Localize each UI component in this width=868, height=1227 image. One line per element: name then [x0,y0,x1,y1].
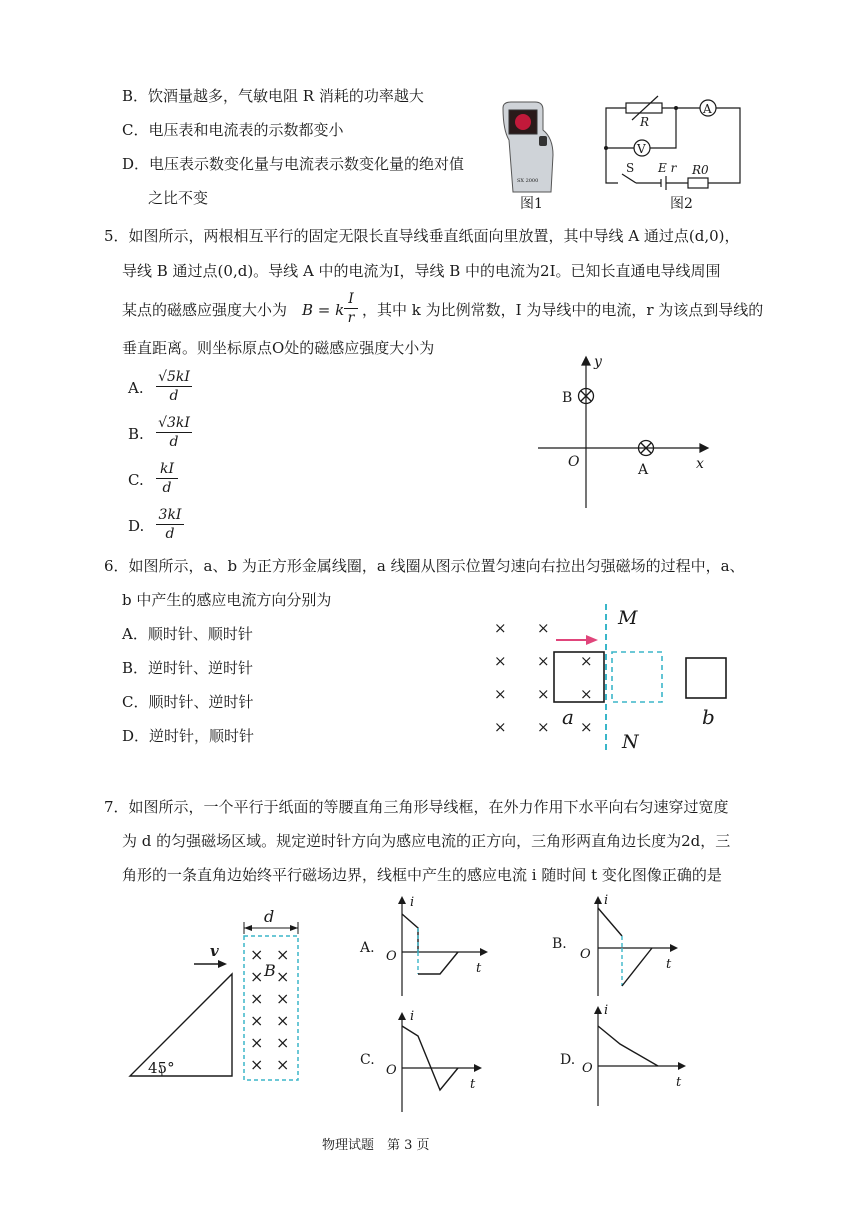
svg-text:×: × [276,1033,290,1052]
svg-text:×: × [276,945,290,964]
svg-text:×: × [250,1055,264,1074]
svg-text:×: × [580,718,593,736]
svg-text:×: × [276,967,290,986]
svg-text:×: × [537,718,550,736]
q5-line3b: ，其中 k 为比例常数，I 为导线中的电流，r 为该点到导线的 [362,301,764,319]
svg-text:t: t [476,961,482,976]
q6-option-b: B．逆时针、逆时针 [122,659,254,677]
q5-option-d: $\frac{3kI}{d}$ [156,506,184,543]
svg-text:×: × [580,685,593,703]
fig2-a: A [703,102,712,116]
q7-d: d [264,907,275,926]
q6-line1: 6．如图所示，a、b 为正方形金属线圈，a 线圈从图示位置匀速向右拉出匀强磁场的过程中，a、 [104,557,745,575]
q6-field-crosses [494,619,593,736]
svg-text:×: × [276,1011,290,1030]
q7-graph-c [356,1006,496,1116]
coil-a-ghost [612,652,662,702]
svg-text:×: × [537,652,550,670]
svg-text:×: × [494,718,507,736]
q5-y-label: y [594,354,602,370]
fig2-er: E r [658,161,677,175]
q6-m-label: M [618,607,638,629]
q7-graph-a [356,892,496,1002]
svg-text:t: t [676,1075,682,1090]
page-footer: 物理试题 第 3 页 [322,1138,430,1153]
q7-graph-d [556,1000,696,1110]
velocity-arrow-icon [218,960,227,968]
fig1-caption: 图1 [520,196,543,212]
svg-text:×: × [494,652,507,670]
svg-text:×: × [276,989,290,1008]
svg-text:×: × [276,1055,290,1074]
q7-line1: 7．如图所示，一个平行于纸面的等腰直角三角形导线框，在外力作用下水平向右匀速穿过宽度 [104,798,729,816]
pull-arrow-icon [586,635,598,645]
q5-line1: 5．如图所示，两根相互平行的固定无限长直导线垂直纸面向里放置，其中导线 A 通过点(d,0)， [104,227,740,245]
device-text: SX 2000 [517,178,539,184]
fig2-s: S [626,161,635,175]
q6-n-label: N [622,731,639,753]
fig2-circuit [600,98,746,193]
q6-b-label: b [702,705,715,729]
q5-formula-frac [344,290,358,327]
svg-text:O: O [386,949,397,964]
fig2-r: R [640,115,650,129]
svg-text:×: × [494,685,507,703]
svg-text:×: × [494,619,507,637]
svg-text:×: × [537,685,550,703]
q7-angle: 45° [148,1059,175,1077]
q7-graph-b [548,892,688,1002]
svg-text:i: i [604,1003,609,1018]
q5-option-b-label: B. [128,425,144,443]
svg-text:t: t [666,957,672,972]
q7-line2: 为 d 的匀强磁场区域。规定逆时针方向为感应电流的正方向，三角形两直角边长度为2d，三 [122,832,731,850]
graph-c-label: C. [360,1052,375,1068]
q4-option-d-cont: 之比不变 [148,189,209,207]
q7-figure [124,908,304,1084]
svg-text:i: i [410,1009,415,1024]
q6-option-c: C．顺时针、逆时针 [122,693,254,711]
q5-formula-den: r [347,310,355,326]
q7-b: B [264,961,276,980]
fig2-v: V [637,142,646,156]
fig1-device [495,100,565,200]
triangle-frame [130,974,232,1076]
svg-text:O: O [582,1061,593,1076]
svg-text:×: × [250,989,264,1008]
q4-option-c: C．电压表和电流表的示数都变小 [122,121,344,139]
q4-option-b: B．饮酒量越多，气敏电阻 R 消耗的功率越大 [122,87,424,105]
q5-formula-num: I [344,290,358,309]
q5-line3a: 某点的磁感应强度大小为 [122,301,288,319]
q5-option-c: $\frac{kI}{d}$ [156,460,178,497]
fig2-caption: 图2 [670,196,693,212]
svg-text:×: × [537,619,550,637]
svg-text:×: × [580,652,593,670]
q6-option-a: A．顺时针、顺时针 [122,625,253,643]
q5-option-d-label: D. [128,517,145,535]
svg-text:×: × [250,1033,264,1052]
q6-figure [488,600,748,756]
q5-line4: 垂直距离。则坐标原点O处的磁感应强度大小为 [122,339,435,357]
graph-b-label: B. [552,936,567,952]
q6-option-d: D．逆时针，顺时针 [122,727,255,745]
q5-line2: 导线 B 通过点(0,d)。导线 A 中的电流为I，导线 B 中的电流为2I。已知长直通电导线周围 [122,262,721,280]
q4-option-d: D．电压表示数变化量与电流表示数变化量的绝对值 [122,155,465,173]
fig2-r0: R0 [692,163,709,177]
svg-text:t: t [470,1077,476,1092]
q5-option-c-label: C. [128,471,144,489]
q5-origin-label: O [568,454,580,470]
q5-formula-left: B = k [302,301,345,319]
svg-text:i: i [410,895,415,910]
q5-wire-b-label: B [562,390,573,406]
graph-d-label: D. [560,1052,576,1068]
q5-option-b: $\frac{√3kI}{d}$ [156,414,192,451]
svg-text:×: × [250,945,264,964]
q6-a-label: a [562,705,574,729]
svg-text:O: O [580,947,591,962]
q5-wire-a-label: A [638,462,649,478]
svg-text:×: × [250,967,264,986]
graph-a-label: A. [360,940,375,956]
q5-option-a: $\frac{√5kI}{d}$ [156,368,192,405]
coil-b [686,658,726,698]
q5-option-a-label: A. [128,379,144,397]
coil-a [554,652,604,702]
svg-text:O: O [386,1063,397,1078]
q5-x-label: x [696,456,704,472]
q7-v: v [210,942,219,960]
svg-text:×: × [250,1011,264,1030]
q5-axes-figure [530,352,720,512]
svg-text:i: i [604,893,609,908]
q7-line3: 角形的一条直角边始终平行磁场边界，线框中产生的感应电流 i 随时间 t 变化图像正确的是 [122,866,722,884]
q6-line2: b 中产生的感应电流方向分别为 [122,591,332,609]
